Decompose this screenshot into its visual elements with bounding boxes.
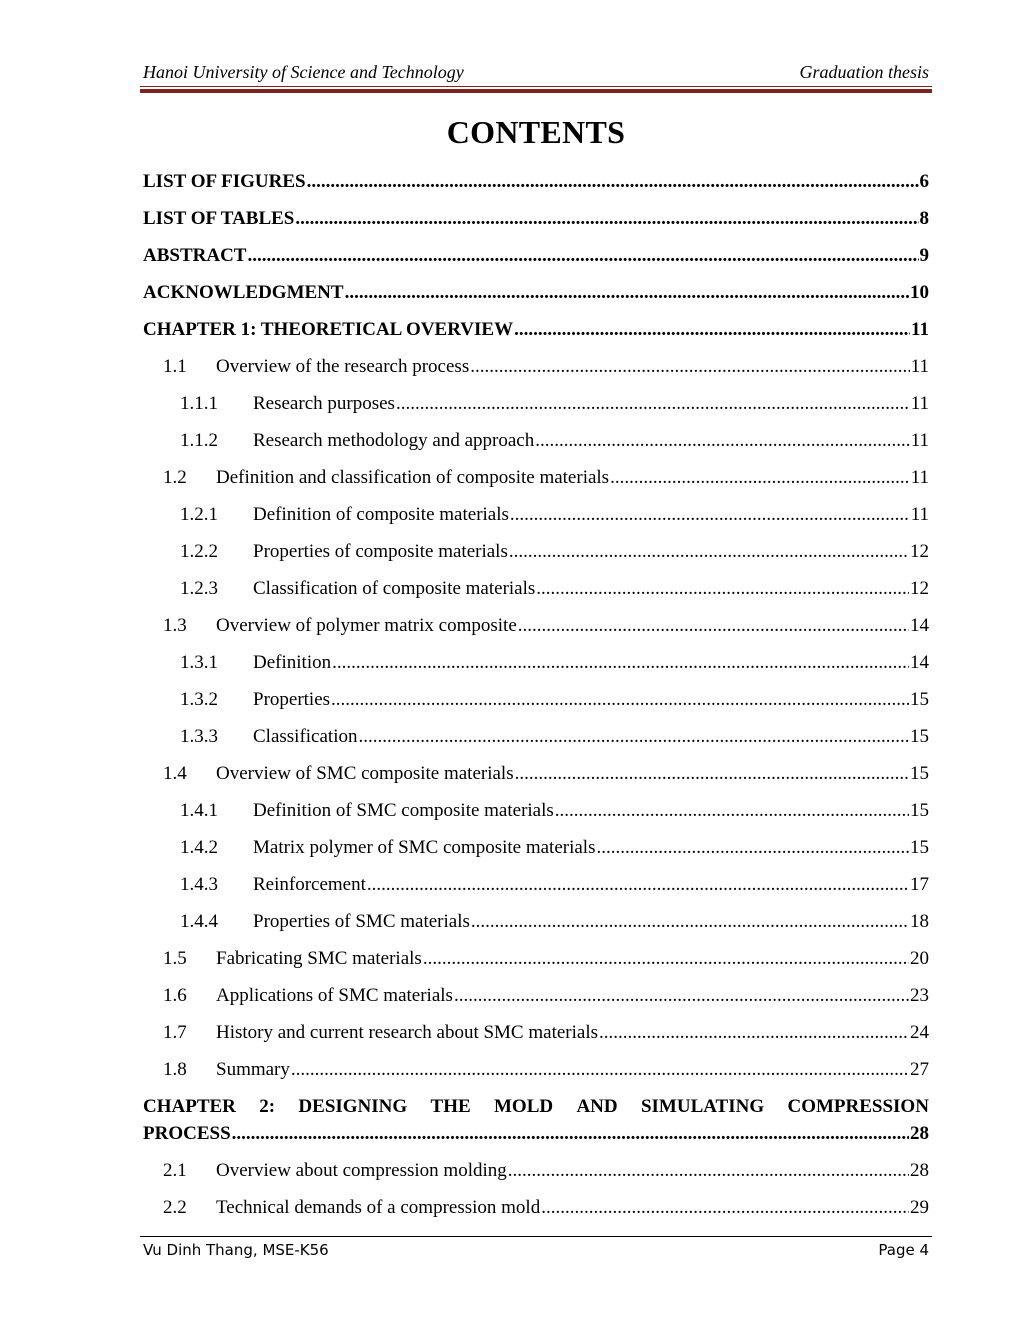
toc-entry[interactable]	[143, 241, 929, 278]
footer-author: Vu Dinh Thang, MSE-K56	[143, 1241, 329, 1259]
toc-entry-page: 17	[910, 874, 929, 895]
toc-leader-dots	[332, 652, 909, 674]
toc-leader-dots	[518, 615, 909, 637]
toc-entry-word: DESIGNING	[298, 1096, 408, 1117]
toc-entry-page: 15	[910, 726, 929, 747]
table-of-contents	[143, 167, 929, 1230]
toc-entry-page: 28	[910, 1123, 929, 1144]
toc-leader-dots	[535, 430, 909, 452]
toc-entry[interactable]	[143, 167, 929, 204]
toc-entry-page: 6	[919, 171, 929, 192]
toc-entry-page: 14	[910, 652, 929, 673]
toc-entry-page: 12	[910, 541, 929, 562]
page-title: CONTENTS	[446, 114, 626, 150]
toc-entry-number: 2.1	[163, 1160, 187, 1181]
toc-entry-number: 1.4.4	[180, 911, 218, 932]
toc-entry-label: PROCESS	[143, 1123, 231, 1144]
toc-entry[interactable]	[143, 352, 929, 389]
toc-entry-line	[163, 985, 929, 1007]
toc-entry[interactable]	[143, 1018, 929, 1055]
toc-entry-line	[163, 1059, 929, 1081]
toc-entry-page: 28	[910, 1160, 929, 1181]
toc-leader-dots	[510, 504, 910, 526]
toc-entry-line	[143, 171, 929, 193]
toc-entry-label: Definition and classification of composite materials	[216, 467, 610, 488]
toc-entry-page: 29	[910, 1197, 929, 1218]
toc-leader-dots	[345, 282, 909, 304]
toc-entry-line	[180, 874, 929, 896]
toc-entry-word: 2:	[259, 1096, 276, 1117]
toc-entry-label: Matrix polymer of SMC composite materials	[253, 837, 596, 858]
toc-leader-dots	[295, 208, 918, 230]
toc-entry-label: Definition of composite materials	[253, 504, 509, 525]
toc-entry-word: COMPRESSION	[787, 1096, 929, 1117]
toc-entry-number: 1.2.3	[180, 578, 218, 599]
running-header	[143, 60, 929, 86]
toc-leader-dots	[331, 689, 909, 711]
toc-entry-number: 1.1.1	[180, 393, 218, 414]
toc-entry-word: MOLD	[493, 1096, 554, 1117]
toc-leader-dots	[596, 837, 909, 859]
toc-entry-number: 1.8	[163, 1059, 187, 1080]
toc-entry-label: Classification	[253, 726, 358, 747]
toc-entry-label: Overview of the research process	[216, 356, 470, 377]
toc-entry-line	[163, 1197, 929, 1219]
toc-entry-word: CHAPTER	[143, 1096, 236, 1117]
header-rule-thin	[140, 86, 932, 87]
toc-entry[interactable]	[143, 463, 929, 500]
toc-leader-dots	[367, 874, 909, 896]
toc-entry-page: 23	[910, 985, 929, 1006]
toc-entry-number: 1.3.2	[180, 689, 218, 710]
toc-entry-label: LIST OF FIGURES	[143, 171, 306, 192]
toc-entry-line	[180, 800, 929, 822]
toc-leader-dots	[610, 467, 910, 489]
toc-entry[interactable]	[143, 685, 929, 722]
toc-entry-line	[143, 245, 929, 267]
toc-entry-line	[163, 615, 929, 637]
toc-entry-number: 1.4.2	[180, 837, 218, 858]
toc-entry-page: 11	[910, 393, 929, 414]
toc-entry[interactable]	[143, 574, 929, 611]
toc-entry-label: Research purposes	[253, 393, 395, 414]
toc-leader-dots	[307, 171, 919, 193]
toc-entry-page: 10	[910, 282, 929, 303]
toc-entry[interactable]	[143, 796, 929, 833]
toc-entry-number: 1.1	[163, 356, 187, 377]
toc-entry[interactable]	[143, 870, 929, 907]
toc-entry[interactable]	[143, 759, 929, 796]
toc-leader-dots	[470, 356, 909, 378]
toc-entry-number: 1.5	[163, 948, 187, 969]
toc-entry[interactable]	[143, 833, 929, 870]
toc-entry-line	[180, 541, 929, 563]
toc-entry-label: CHAPTER 1: THEORETICAL OVERVIEW	[143, 319, 514, 340]
toc-entry-line	[143, 282, 929, 304]
toc-leader-dots	[396, 393, 910, 415]
toc-entry[interactable]	[143, 500, 929, 537]
toc-entry-label: Properties	[253, 689, 331, 710]
toc-entry[interactable]	[143, 944, 929, 981]
toc-entry-page: 20	[910, 948, 929, 969]
toc-entry-label: Properties of composite materials	[253, 541, 508, 562]
toc-entry-label: Overview about compression molding	[216, 1160, 507, 1181]
toc-entry-line	[163, 763, 929, 785]
toc-entry-number: 1.6	[163, 985, 187, 1006]
toc-entry[interactable]	[143, 278, 929, 315]
toc-leader-dots	[509, 541, 909, 563]
toc-entry-number: 1.4.3	[180, 874, 218, 895]
toc-entry-line	[180, 393, 929, 415]
header-university: Hanoi University of Science and Technology	[143, 62, 464, 82]
toc-leader-dots	[515, 763, 909, 785]
toc-entry-line	[143, 319, 929, 341]
toc-entry[interactable]	[143, 1193, 929, 1230]
toc-entry-number: 1.2.1	[180, 504, 218, 525]
toc-entry[interactable]	[143, 204, 929, 241]
toc-entry-label: LIST OF TABLES	[143, 208, 295, 229]
toc-entry-line	[180, 689, 929, 711]
footer-page-number: Page 4	[878, 1241, 929, 1259]
toc-entry-line	[163, 1160, 929, 1182]
toc-entry-number: 2.2	[163, 1197, 187, 1218]
toc-leader-dots	[358, 726, 909, 748]
toc-entry-label-line1	[143, 1096, 929, 1118]
toc-entry[interactable]	[143, 907, 929, 944]
toc-entry[interactable]	[143, 315, 929, 352]
toc-entry[interactable]	[143, 1055, 929, 1092]
toc-leader-dots	[247, 245, 918, 267]
toc-entry-page: 12	[910, 578, 929, 599]
toc-entry-page: 15	[910, 689, 929, 710]
toc-entry-page: 15	[910, 800, 929, 821]
toc-entry-page: 27	[910, 1059, 929, 1080]
toc-entry-label: Applications of SMC materials	[216, 985, 453, 1006]
toc-entry-label: Summary	[216, 1059, 290, 1080]
toc-entry-number: 1.3.3	[180, 726, 218, 747]
toc-entry-line	[163, 467, 929, 489]
toc-entry-page: 15	[910, 763, 929, 784]
footer-rule	[140, 1236, 932, 1237]
toc-entry-label: Properties of SMC materials	[253, 911, 470, 932]
toc-entry-label: Overview of SMC composite materials	[216, 763, 514, 784]
toc-entry-page: 11	[910, 504, 929, 525]
toc-entry[interactable]	[143, 981, 929, 1018]
toc-leader-dots	[471, 911, 909, 933]
toc-entry-page: 24	[910, 1022, 929, 1043]
toc-entry-line	[163, 948, 929, 970]
toc-leader-dots	[508, 1160, 909, 1182]
toc-entry-label: Technical demands of a compression mold	[216, 1197, 541, 1218]
toc-leader-dots	[454, 985, 909, 1007]
toc-entry-word: AND	[576, 1096, 618, 1117]
toc-entry[interactable]	[143, 648, 929, 685]
toc-entry-label: Fabricating SMC materials	[216, 948, 422, 969]
toc-entry-label: ACKNOWLEDGMENT	[143, 282, 344, 303]
toc-entry-page: 11	[910, 467, 929, 488]
toc-entry-number: 1.3.1	[180, 652, 218, 673]
toc-entry-label: History and current research about SMC materials	[216, 1022, 598, 1043]
toc-entry-label: Research methodology and approach	[253, 430, 535, 451]
toc-leader-dots	[536, 578, 909, 600]
toc-entry[interactable]	[143, 537, 929, 574]
toc-entry-label: Reinforcement	[253, 874, 366, 895]
toc-entry-line	[143, 208, 929, 230]
header-rule-thick	[140, 89, 932, 93]
toc-entry-page: 14	[910, 615, 929, 636]
toc-entry-number: 1.2	[163, 467, 187, 488]
toc-entry[interactable]	[143, 426, 929, 463]
toc-entry-word: THE	[430, 1096, 471, 1117]
toc-entry-line	[180, 430, 929, 452]
toc-entry[interactable]	[143, 722, 929, 759]
toc-entry-page: 11	[910, 430, 929, 451]
toc-leader-dots	[291, 1059, 909, 1081]
toc-entry-label: Classification of composite materials	[253, 578, 536, 599]
toc-leader-dots	[232, 1123, 909, 1145]
toc-entry-page: 8	[919, 208, 929, 229]
toc-entry-number: 1.7	[163, 1022, 187, 1043]
toc-entry-page: 9	[919, 245, 929, 266]
toc-entry-number: 1.2.2	[180, 541, 218, 562]
toc-entry-number: 1.1.2	[180, 430, 218, 451]
toc-entry-number: 1.3	[163, 615, 187, 636]
toc-entry-page: 11	[911, 319, 929, 340]
toc-entry[interactable]	[143, 389, 929, 426]
toc-entry-page: 15	[910, 837, 929, 858]
toc-entry-label: Definition	[253, 652, 332, 673]
toc-entry-line	[180, 726, 929, 748]
toc-entry-chapter-2[interactable]	[143, 1092, 929, 1156]
toc-leader-dots	[541, 1197, 909, 1219]
toc-entry-line	[180, 578, 929, 600]
toc-entry[interactable]	[143, 611, 929, 648]
toc-entry-label: Overview of polymer matrix composite	[216, 615, 517, 636]
toc-leader-dots	[423, 948, 909, 970]
toc-entry-number: 1.4.1	[180, 800, 218, 821]
header-doc-type: Graduation thesis	[799, 62, 929, 82]
toc-entry-line	[180, 837, 929, 859]
toc-entry-page: 18	[910, 911, 929, 932]
toc-entry-word: SIMULATING	[640, 1096, 765, 1117]
toc-leader-dots	[599, 1022, 909, 1044]
toc-leader-dots	[555, 800, 909, 822]
toc-entry-page: 11	[910, 356, 929, 377]
toc-entry-line	[163, 356, 929, 378]
toc-entry[interactable]	[143, 1156, 929, 1193]
toc-entry-line	[163, 1022, 929, 1044]
toc-entry-line	[180, 504, 929, 526]
toc-entry-number: 1.4	[163, 763, 187, 784]
toc-entry-line	[180, 911, 929, 933]
toc-entry-line	[180, 652, 929, 674]
toc-entry-label: ABSTRACT	[143, 245, 247, 266]
toc-leader-dots	[514, 319, 910, 341]
toc-entry-label: Definition of SMC composite materials	[253, 800, 554, 821]
toc-entry-label-line2	[143, 1123, 929, 1145]
